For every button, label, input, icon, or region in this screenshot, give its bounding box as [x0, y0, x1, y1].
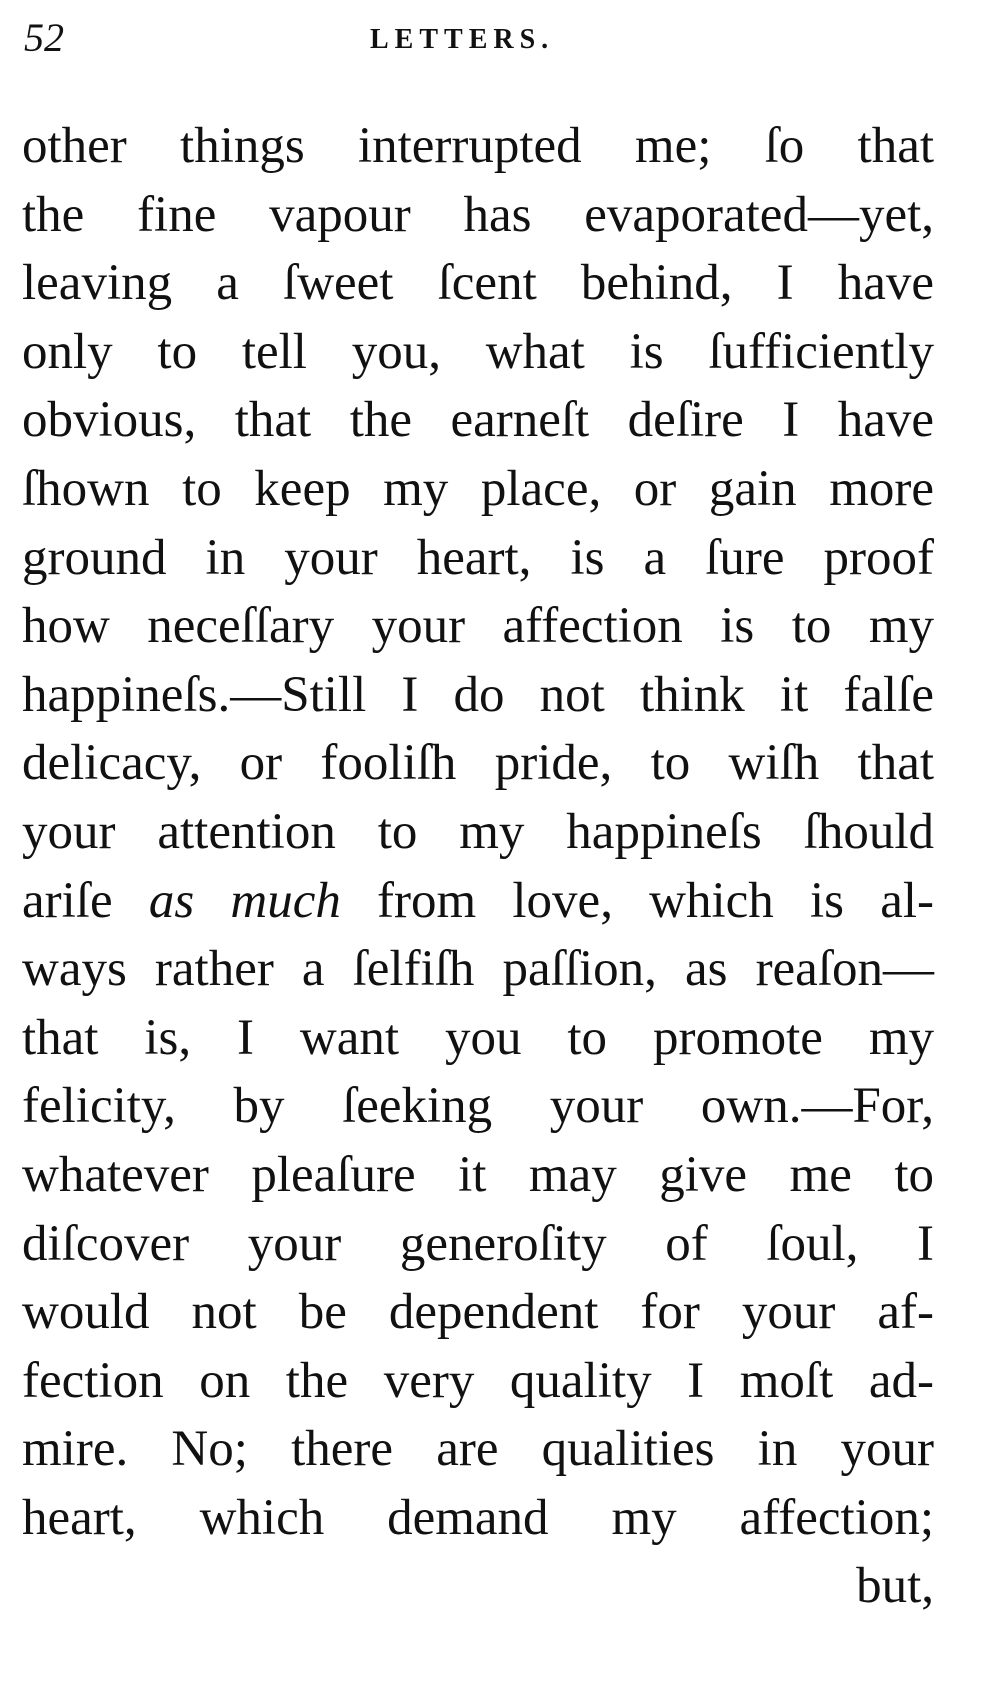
text-segment: ariſe	[22, 872, 113, 929]
page-number: 52	[24, 15, 64, 60]
text-line: leaving a ſweet ſcent behind, I have	[22, 255, 934, 312]
text-line-mixed	[22, 867, 934, 936]
text-line: obvious, that the earneſt deſire I have	[22, 392, 934, 449]
text-line: that is, I want you to promote my	[22, 1009, 934, 1066]
text-segment: from love, which is al-	[377, 872, 934, 929]
text-line: the fine vapour has evaporated—yet,	[22, 186, 934, 243]
text-line: mire. No; there are qualities in your	[22, 1421, 934, 1478]
text-line: would not be dependent for your af-	[22, 1284, 934, 1341]
text-line: felicity, by ſeeking your own.—For,	[22, 1078, 934, 1135]
catchword: but,	[856, 1558, 934, 1615]
text-line: diſcover your generoſity of ſoul, I	[22, 1215, 934, 1272]
text-line: heart, which demand my affection;	[22, 1489, 934, 1546]
text-line: other things interrupted me; ſo that	[22, 118, 934, 174]
text-line: happineſs.—Still I do not think it falſe	[22, 666, 934, 723]
italic-phrase: as much	[148, 872, 341, 929]
body-text	[22, 112, 934, 1621]
text-line: how neceſſary your affection is to my	[22, 598, 934, 655]
text-line: ways rather a ſelfiſh paſſion, as reaſon—	[22, 941, 934, 998]
text-line: only to tell you, what is ſufficiently	[22, 323, 934, 380]
text-line: ground in your heart, is a ſure proof	[22, 529, 934, 586]
text-line: whatever pleaſure it may give me to	[22, 1146, 934, 1203]
text-line: your attention to my happineſs ſhould	[22, 803, 934, 860]
running-head: LETTERS.	[370, 24, 555, 55]
text-line: fection on the very quality I moſt ad-	[22, 1352, 934, 1409]
text-line: delicacy, or fooliſh pride, to wiſh that	[22, 735, 934, 792]
text-line: ſhown to keep my place, or gain more	[22, 460, 934, 517]
